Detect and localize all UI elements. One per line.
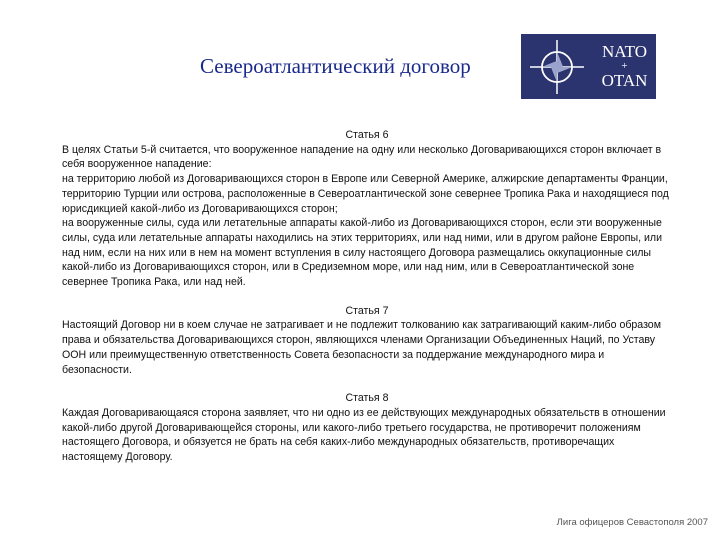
article-heading: Статья 6 (345, 129, 389, 141)
nato-logo (521, 34, 656, 99)
logo-text-nato: NATO (601, 42, 648, 61)
article-7 (62, 304, 672, 378)
article-heading: Статья 8 (345, 392, 389, 405)
article-paragraph: В целях Статьи 5-й считается, что вооруженное нападение на одну или несколько Договаривающихся сторон включает в себя вооруженное нападение: (62, 143, 662, 171)
article-heading: Статья 7 (345, 304, 389, 317)
page-title: Североатлантический договор (200, 54, 471, 78)
logo-text-otan: OTAN (601, 71, 648, 90)
document-body (62, 128, 672, 479)
logo-separator: + (621, 60, 628, 72)
article-paragraph: на вооруженные силы, суда или летательные аппараты какой-либо из Договаривающихся сторон, если эти вооруженные силы, суда или летательные аппараты находились на этих территориях, или над ними, или в другом районе Европы, или над ним, если на них или в нем на момент вступления в силу настоящего Договора размещались оккупационные силы какой-либо из Договаривающихся сторон, или в Средиземном море, или над ним, или в Североатлантической зоне севернее Тропика Рака, или над ней. (62, 217, 663, 289)
article-8 (62, 391, 672, 465)
article-paragraph: на территорию любой из Договаривающихся сторон в Европе или Северной Америке, алжирские департаменты Франции, территорию Турции или острова, расположенные в Североатлантической зоне севернее Тропика Рака и находящиеся под юрисдикцией какой-либо из Договаривающихся сторон; (62, 173, 669, 215)
nato-compass-icon (521, 34, 593, 99)
article-6 (62, 128, 672, 290)
article-paragraph: Настоящий Договор ни в коем случае не затрагивает и не подлежит толкованию как затрагивающий каким-либо образом права и обязательства Договаривающихся сторон, являющихся членами Организации Объединенных Наций, по Уставу ООН или преимущественную ответственность Совета безопасности за поддержание международного мира и безопасности. (62, 319, 661, 376)
footer-credit: Лига офицеров Севастополя 2007 (556, 517, 708, 528)
article-paragraph: Каждая Договаривающаяся сторона заявляет, что ни одно из ее действующих международных обязательств в отношении какой-либо другой Договаривающейся стороны, или какого-либо третьего государства, не противоречит положениям настоящего Договора, и обязуется не брать на себя каких-либо международных обязательств, противоречащих настоящему Договору. (62, 406, 666, 464)
